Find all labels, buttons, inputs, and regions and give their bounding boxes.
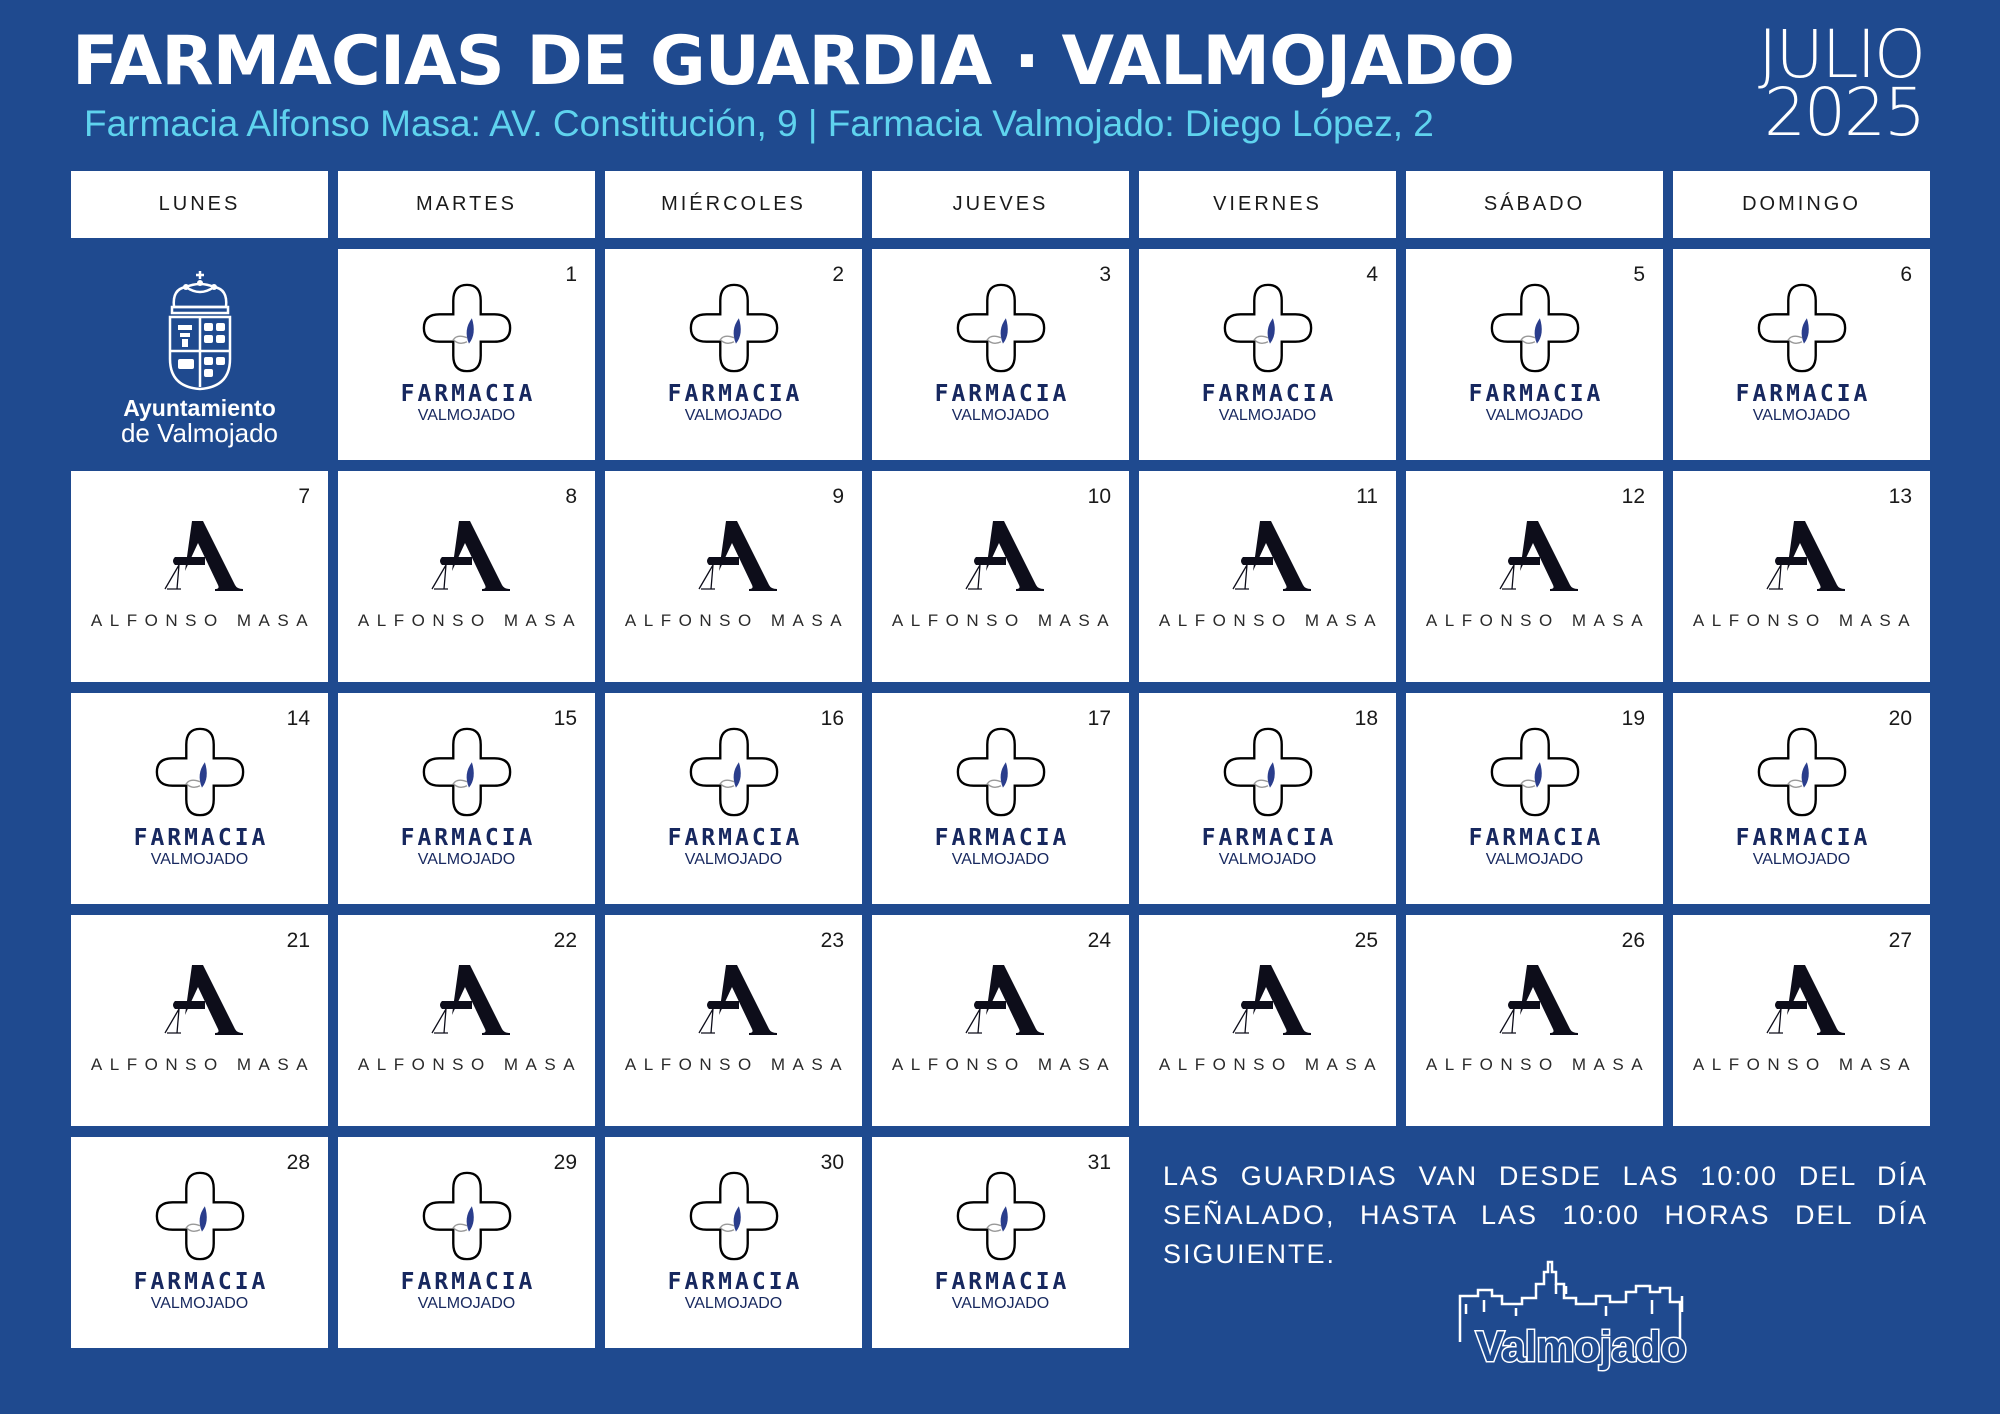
pharmacy-name: FARMACIA: [133, 1269, 269, 1295]
alfonso-masa-a-icon: [958, 963, 1044, 1035]
farmacia-valmojado-logo: [872, 1167, 1129, 1313]
farmacia-valmojado-logo: [872, 279, 1129, 425]
day-number: 3: [1099, 263, 1111, 286]
alfonso-masa-logo: [71, 519, 328, 631]
farmacia-cross-icon: [952, 1167, 1050, 1265]
farmacia-valmojado-logo: [71, 1167, 328, 1313]
farmacia-valmojado-logo: [1406, 279, 1663, 425]
pharmacy-name: FARMACIA: [934, 1269, 1070, 1295]
pharmacy-name: ALFONSO MASA: [891, 611, 1117, 630]
farmacia-cross-icon: [685, 1167, 783, 1265]
pharmacy-name: FARMACIA: [1468, 825, 1604, 851]
day-cell: [872, 1137, 1129, 1348]
day-number: 21: [286, 929, 310, 952]
pharmacy-subname: VALMOJADO: [150, 851, 249, 868]
pharmacy-subname: VALMOJADO: [417, 407, 516, 424]
pharmacy-subname: VALMOJADO: [951, 407, 1050, 424]
farmacia-cross-icon: [1486, 279, 1584, 377]
day-cell: [338, 915, 595, 1126]
day-cell: [605, 915, 862, 1126]
alfonso-masa-a-icon: [424, 963, 510, 1035]
month-year: [1758, 16, 1924, 152]
alfonso-masa-logo: [872, 963, 1129, 1075]
pharmacy-subname: VALMOJADO: [1485, 851, 1584, 868]
day-cell: [605, 693, 862, 904]
day-cell: [1139, 471, 1396, 682]
farmacia-cross-icon: [1753, 723, 1851, 821]
pharmacy-subname: VALMOJADO: [1485, 407, 1584, 424]
weekday-header-domingo: DOMINGO: [1673, 171, 1930, 238]
page-title: FARMACIAS DE GUARDIA · VALMOJADO: [72, 22, 1515, 101]
day-cell: [1673, 471, 1930, 682]
pharmacy-subname: VALMOJADO: [1218, 407, 1317, 424]
month-label: JULIO: [1758, 16, 1924, 93]
day-cell: [1406, 471, 1663, 682]
farmacia-valmojado-logo: [1139, 723, 1396, 869]
alfonso-masa-a-icon: [1225, 963, 1311, 1035]
weekday-header-miercoles: MIÉRCOLES: [605, 171, 862, 238]
farmacia-valmojado-logo: [605, 279, 862, 425]
alfonso-masa-logo: [1139, 519, 1396, 631]
day-number: 23: [820, 929, 844, 952]
weekday-header-jueves: JUEVES: [872, 171, 1129, 238]
valmojado-town-logo: [1456, 1250, 1706, 1390]
pharmacy-name: FARMACIA: [1735, 381, 1871, 407]
guard-hours-notice: LAS GUARDIAS VAN DESDE LAS 10:00 DEL DÍA SEÑALADO, HASTA LAS 10:00 HORAS DEL DÍA SIGUIENTE.: [1163, 1161, 1928, 1269]
alfonso-masa-a-icon: [1225, 519, 1311, 591]
pharmacy-name: FARMACIA: [133, 825, 269, 851]
day-number: 30: [820, 1151, 844, 1174]
pharmacy-subname: VALMOJADO: [684, 407, 783, 424]
coat-of-arms-icon: [160, 267, 240, 393]
alfonso-masa-a-icon: [691, 519, 777, 591]
day-number: 4: [1366, 263, 1378, 286]
farmacia-cross-icon: [1219, 279, 1317, 377]
alfonso-masa-a-icon: [1759, 963, 1845, 1035]
farmacia-valmojado-logo: [1406, 723, 1663, 869]
pharmacy-name: FARMACIA: [1468, 381, 1604, 407]
day-number: 26: [1621, 929, 1645, 952]
pharmacy-name: ALFONSO MASA: [1692, 611, 1918, 630]
alfonso-masa-a-icon: [157, 519, 243, 591]
farmacia-cross-icon: [151, 723, 249, 821]
day-cell: [71, 915, 328, 1126]
day-cell: [605, 249, 862, 460]
day-cell: [338, 471, 595, 682]
pharmacy-name: FARMACIA: [1735, 825, 1871, 851]
alfonso-masa-a-icon: [691, 963, 777, 1035]
pharmacy-name: ALFONSO MASA: [357, 1055, 583, 1074]
pharmacy-name: ALFONSO MASA: [357, 611, 583, 630]
alfonso-masa-logo: [872, 519, 1129, 631]
alfonso-masa-logo: [338, 519, 595, 631]
pharmacy-name: ALFONSO MASA: [90, 611, 316, 630]
day-cell: [1673, 915, 1930, 1126]
day-cell: [338, 693, 595, 904]
farmacia-cross-icon: [685, 279, 783, 377]
alfonso-masa-logo: [1139, 963, 1396, 1075]
ayuntamiento-logo: [71, 249, 328, 460]
pharmacy-name: FARMACIA: [934, 381, 1070, 407]
farmacia-cross-icon: [418, 723, 516, 821]
farmacia-valmojado-logo: [338, 1167, 595, 1313]
farmacia-cross-icon: [1753, 279, 1851, 377]
pharmacy-subname: VALMOJADO: [684, 851, 783, 868]
pharmacy-subname: VALMOJADO: [417, 1295, 516, 1312]
day-number: 7: [298, 485, 310, 508]
farmacia-cross-icon: [418, 279, 516, 377]
farmacia-cross-icon: [418, 1167, 516, 1265]
day-number: 18: [1354, 707, 1378, 730]
alfonso-masa-logo: [1406, 963, 1663, 1075]
farmacia-cross-icon: [952, 279, 1050, 377]
farmacia-cross-icon: [1486, 723, 1584, 821]
day-number: 25: [1354, 929, 1378, 952]
alfonso-masa-logo: [1673, 519, 1930, 631]
pharmacy-name: FARMACIA: [934, 825, 1070, 851]
pharmacy-subname: VALMOJADO: [951, 1295, 1050, 1312]
alfonso-masa-logo: [605, 963, 862, 1075]
alfonso-masa-a-icon: [424, 519, 510, 591]
day-number: 1: [565, 263, 577, 286]
pharmacy-name: FARMACIA: [1201, 825, 1337, 851]
pharmacy-name: ALFONSO MASA: [624, 1055, 850, 1074]
day-number: 15: [553, 707, 577, 730]
day-number: 14: [286, 707, 310, 730]
day-number: 31: [1087, 1151, 1111, 1174]
pharmacy-addresses: Farmacia Alfonso Masa: AV. Constitución, 9 | Farmacia Valmojado: Diego López, 2: [84, 103, 1434, 144]
farmacia-valmojado-logo: [872, 723, 1129, 869]
pharmacy-subname: VALMOJADO: [1752, 851, 1851, 868]
pharmacy-name: FARMACIA: [400, 381, 536, 407]
farmacia-valmojado-logo: [338, 279, 595, 425]
day-number: 11: [1356, 485, 1378, 508]
day-number: 10: [1087, 485, 1111, 508]
farmacia-cross-icon: [151, 1167, 249, 1265]
day-number: 8: [565, 485, 577, 508]
day-cell: [1673, 249, 1930, 460]
alfonso-masa-logo: [338, 963, 595, 1075]
alfonso-masa-logo: [1406, 519, 1663, 631]
day-cell: [872, 693, 1129, 904]
day-cell: [605, 471, 862, 682]
day-cell: [338, 1137, 595, 1348]
day-number: 29: [553, 1151, 577, 1174]
farmacia-valmojado-logo: [1139, 279, 1396, 425]
pharmacy-name: ALFONSO MASA: [1425, 1055, 1651, 1074]
farmacia-valmojado-logo: [338, 723, 595, 869]
day-cell: [1139, 693, 1396, 904]
day-number: 24: [1087, 929, 1111, 952]
ayuntamiento-line2: de Valmojado: [120, 418, 279, 448]
day-number: 17: [1087, 707, 1111, 730]
pharmacy-name: ALFONSO MASA: [1158, 611, 1384, 630]
pharmacy-subname: VALMOJADO: [1752, 407, 1851, 424]
pharmacy-subname: VALMOJADO: [1218, 851, 1317, 868]
day-cell: [872, 915, 1129, 1126]
day-cell: [1139, 915, 1396, 1126]
town-name: Valmojado: [1475, 1323, 1687, 1371]
farmacia-cross-icon: [1219, 723, 1317, 821]
pharmacy-name: FARMACIA: [667, 381, 803, 407]
weekday-header-lunes: LUNES: [71, 171, 328, 238]
pharmacy-name: FARMACIA: [1201, 381, 1337, 407]
year-label: 2025: [1764, 74, 1924, 152]
day-number: 20: [1888, 707, 1912, 730]
day-cell: [1406, 915, 1663, 1126]
farmacia-valmojado-logo: [1673, 723, 1930, 869]
pharmacy-name: ALFONSO MASA: [1692, 1055, 1918, 1074]
weekday-header-martes: MARTES: [338, 171, 595, 238]
alfonso-masa-logo: [605, 519, 862, 631]
day-cell: [605, 1137, 862, 1348]
day-cell: [1406, 249, 1663, 460]
farmacia-valmojado-logo: [1673, 279, 1930, 425]
day-number: 2: [832, 263, 844, 286]
pharmacy-name: ALFONSO MASA: [624, 611, 850, 630]
pharmacy-name: ALFONSO MASA: [1158, 1055, 1384, 1074]
alfonso-masa-a-icon: [157, 963, 243, 1035]
day-cell: [872, 471, 1129, 682]
ayuntamiento-line1: Ayuntamiento: [123, 395, 276, 421]
day-cell: [1139, 249, 1396, 460]
farmacia-cross-icon: [685, 723, 783, 821]
day-number: 19: [1621, 707, 1645, 730]
farmacia-valmojado-logo: [71, 723, 328, 869]
pharmacy-name: ALFONSO MASA: [891, 1055, 1117, 1074]
day-cell: [71, 1137, 328, 1348]
pharmacy-name: ALFONSO MASA: [1425, 611, 1651, 630]
pharmacy-subname: VALMOJADO: [417, 851, 516, 868]
day-number: 27: [1888, 929, 1912, 952]
pharmacy-subname: VALMOJADO: [951, 851, 1050, 868]
weekday-header-sabado: SÁBADO: [1406, 171, 1663, 238]
pharmacy-name: FARMACIA: [400, 825, 536, 851]
pharmacy-subname: VALMOJADO: [684, 1295, 783, 1312]
pharmacy-subname: VALMOJADO: [150, 1295, 249, 1312]
day-number: 9: [832, 485, 844, 508]
day-cell: [1406, 693, 1663, 904]
alfonso-masa-a-icon: [1492, 963, 1578, 1035]
pharmacy-name: FARMACIA: [400, 1269, 536, 1295]
day-cell: [1673, 693, 1930, 904]
day-cell: [71, 693, 328, 904]
day-cell: [338, 249, 595, 460]
day-number: 16: [820, 707, 844, 730]
pharmacy-name: FARMACIA: [667, 825, 803, 851]
weekday-header-viernes: VIERNES: [1139, 171, 1396, 238]
day-number: 5: [1633, 263, 1645, 286]
day-number: 28: [286, 1151, 310, 1174]
alfonso-masa-a-icon: [1759, 519, 1845, 591]
alfonso-masa-a-icon: [1492, 519, 1578, 591]
day-number: 6: [1900, 263, 1912, 286]
day-number: 12: [1621, 485, 1645, 508]
farmacia-valmojado-logo: [605, 723, 862, 869]
pharmacy-name: FARMACIA: [667, 1269, 803, 1295]
day-cell: [872, 249, 1129, 460]
alfonso-masa-logo: [71, 963, 328, 1075]
day-number: 22: [553, 929, 577, 952]
farmacia-valmojado-logo: [605, 1167, 862, 1313]
alfonso-masa-logo: [1673, 963, 1930, 1075]
day-cell: [71, 471, 328, 682]
farmacia-cross-icon: [952, 723, 1050, 821]
day-number: 13: [1888, 485, 1912, 508]
alfonso-masa-a-icon: [958, 519, 1044, 591]
pharmacy-name: ALFONSO MASA: [90, 1055, 316, 1074]
